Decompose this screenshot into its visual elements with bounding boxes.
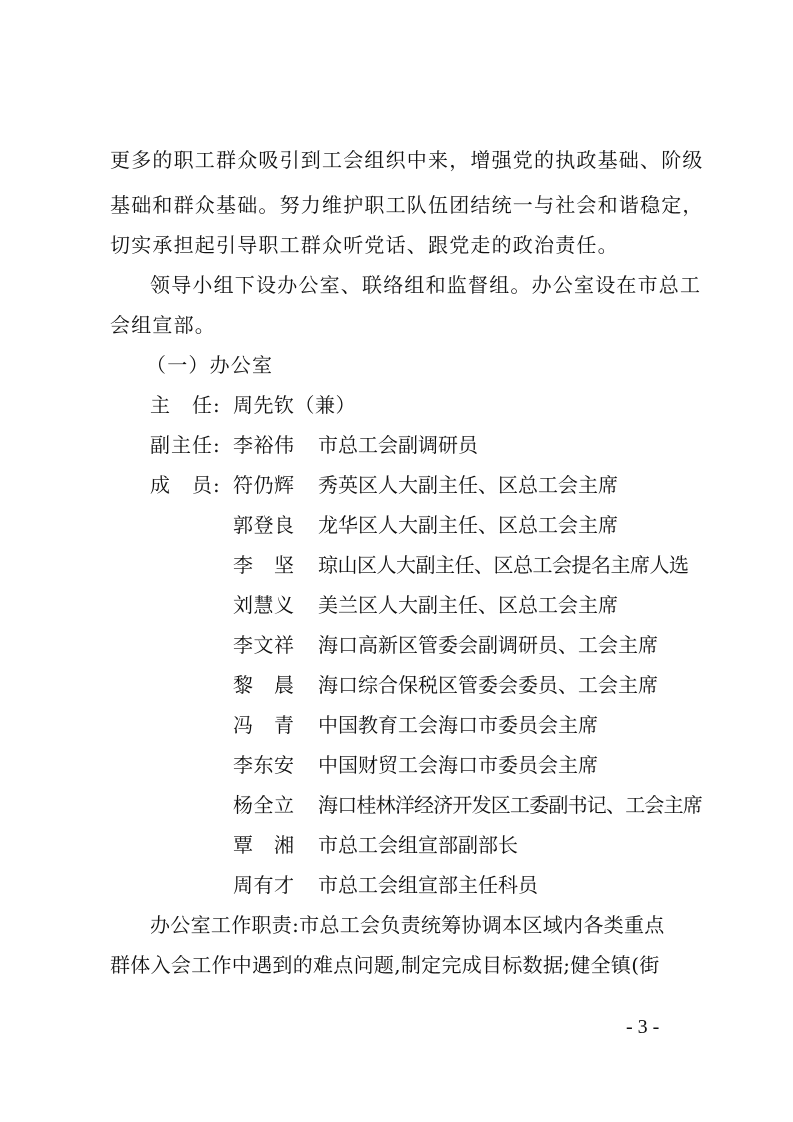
director-label: 主 任: (150, 393, 221, 417)
paragraph-1-line: 切实承担起引导职工群众听党话、跟党走的政治责任。 (110, 233, 619, 257)
deputy-director-label: 副主任: (150, 433, 221, 457)
member-role: 市总工会组宣部副部长 (318, 833, 518, 857)
deputy-director-name: 李裕伟 (233, 433, 295, 457)
member-role: 海口高新区管委会副调研员、工会主席 (318, 633, 658, 657)
member-role: 龙华区人大副主任、区总工会主席 (318, 513, 618, 537)
member-name: 杨全立 (233, 793, 295, 817)
paragraph-3-line: 办公室工作职责:市总工会负责统筹协调本区域内各类重点 (150, 913, 665, 937)
director-name: 周先钦（兼） (233, 393, 356, 417)
member-name: 刘慧义 (233, 593, 295, 617)
paragraph-1-line: 更多的职工群众吸引到工会组织中来，增强党的执政基础、阶级 (110, 148, 704, 172)
section-heading: （一）办公室 (146, 353, 274, 377)
paragraph-2-line: 会组宣部。 (110, 313, 216, 337)
member-role: 秀英区人大副主任、区总工会主席 (318, 473, 618, 497)
member-name: 冯 青 (233, 713, 295, 737)
member-role: 中国财贸工会海口市委员会主席 (318, 753, 598, 777)
deputy-director-role: 市总工会副调研员 (318, 433, 478, 457)
member-role: 海口综合保税区管委会委员、工会主席 (318, 673, 658, 697)
member-name: 郭登良 (233, 513, 295, 537)
member-role: 琼山区人大副主任、区总工会提名主席人选 (318, 553, 689, 577)
member-role: 海口桂林洋经济开发区工委副书记、工会主席 (318, 793, 702, 817)
paragraph-3-line: 群体入会工作中遇到的难点问题,制定完成目标数据;健全镇(街 (110, 953, 660, 977)
member-name: 李东安 (233, 753, 295, 777)
member-name: 符仍辉 (233, 473, 295, 497)
member-name: 覃 湘 (233, 833, 295, 857)
member-name: 黎 晨 (233, 673, 295, 697)
member-name: 周有才 (233, 873, 295, 897)
members-label: 成 员: (150, 473, 221, 497)
member-name: 李 坚 (233, 553, 295, 577)
paragraph-1-line: 基础和群众基础。努力维护职工队伍团结统一与社会和谐稳定， (110, 193, 704, 217)
member-role: 美兰区人大副主任、区总工会主席 (318, 593, 618, 617)
member-role: 市总工会组宣部主任科员 (318, 873, 538, 897)
member-name: 李文祥 (233, 633, 295, 657)
page-number: - 3 - (626, 1016, 660, 1038)
member-role: 中国教育工会海口市委员会主席 (318, 713, 598, 737)
paragraph-2-line: 领导小组下设办公室、联络组和监督组。办公室设在市总工 (150, 273, 702, 297)
